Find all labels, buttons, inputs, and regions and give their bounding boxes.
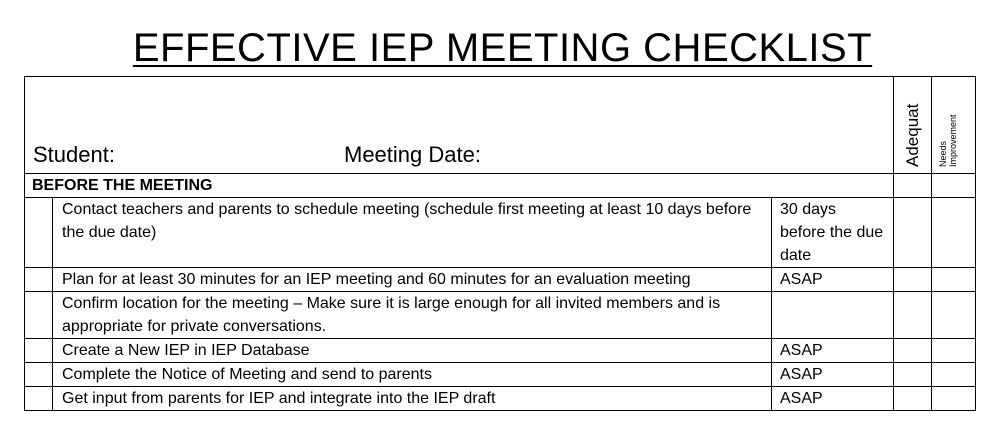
needs-improvement-check-cell[interactable] [932,198,976,268]
timing-cell: ASAP [772,387,894,411]
checklist-row [25,292,976,339]
row-marker-cell [25,268,53,292]
row-marker-cell [25,339,53,363]
checklist-row [25,363,976,387]
needs-improvement-check-cell[interactable] [932,292,976,339]
adequate-check-cell[interactable] [894,292,932,339]
meeting-date-label: Meeting Date: [344,142,481,167]
row-marker-cell [25,387,53,411]
checklist-row [25,198,976,268]
document-title-text: EFFECTIVE IEP MEETING CHECKLIST [132,26,873,70]
task-cell: Create a New IEP in IEP Database [53,339,772,363]
needs-label-line2: Improvement [947,114,958,167]
checklist-row [25,339,976,363]
task-cell: Plan for at least 30 minutes for an IEP meeting and 60 minutes for an evaluation meeting [53,268,772,292]
needs-improvement-check-cell[interactable] [932,387,976,411]
needs-improvement-check-cell[interactable] [932,339,976,363]
needs-label-line1: Needs [937,140,948,167]
checklist-row [25,387,976,411]
section-heading-row [25,174,976,198]
needs-improvement-check-cell[interactable] [932,363,976,387]
document-title [0,24,1005,72]
header-row [25,77,976,174]
row-marker-cell [25,292,53,339]
checklist-row [25,268,976,292]
student-label: Student: [33,142,115,167]
adequate-check-cell[interactable] [894,198,932,268]
needs-improvement-column-label [938,114,958,167]
adequate-check-cell[interactable] [894,268,932,292]
adequate-column-header [894,77,932,174]
needs-improvement-column-header [932,77,976,174]
checklist-table [24,76,976,411]
needs-improvement-check-cell[interactable] [932,268,976,292]
row-marker-cell [25,363,53,387]
section-heading: BEFORE THE MEETING [25,174,894,198]
student-meeting-header [25,77,894,174]
task-cell: Complete the Notice of Meeting and send to parents [53,363,772,387]
adequate-check-cell[interactable] [894,339,932,363]
needs-improvement-check-cell[interactable] [932,174,976,198]
task-cell: Get input from parents for IEP and integrate into the IEP draft [53,387,772,411]
adequate-column-label: Adequat [902,103,922,167]
task-cell: Contact teachers and parents to schedule meeting (schedule first meeting at least 10 days before the due date) [53,198,772,268]
timing-cell [772,292,894,339]
timing-cell: ASAP [772,363,894,387]
timing-cell: ASAP [772,268,894,292]
row-marker-cell [25,198,53,268]
timing-cell: ASAP [772,339,894,363]
timing-cell: 30 days before the due date [772,198,894,268]
adequate-check-cell[interactable] [894,363,932,387]
task-cell: Confirm location for the meeting – Make sure it is large enough for all invited members and is appropriate for private conversations. [53,292,772,339]
adequate-check-cell[interactable] [894,174,932,198]
adequate-check-cell[interactable] [894,387,932,411]
